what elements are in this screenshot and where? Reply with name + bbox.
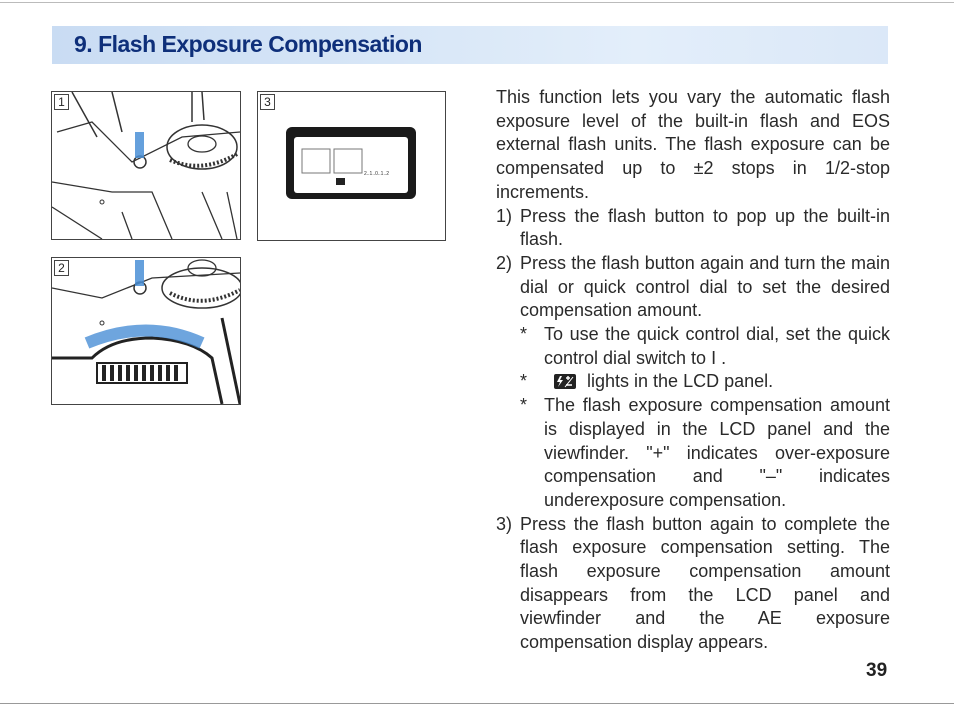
step-3 bbox=[496, 513, 890, 655]
camera-top-illustration bbox=[52, 92, 240, 239]
instructions-text bbox=[496, 86, 890, 655]
step-3-number: 3) bbox=[496, 513, 513, 534]
camera-back-dial-illustration bbox=[52, 258, 240, 404]
note-1-text: To use the quick control dial, set the quick control dial switch to I . bbox=[544, 324, 890, 368]
figure-3 bbox=[257, 91, 446, 241]
intro-paragraph: This function lets you vary the automatic flash exposure level of the built-in flash and EOS external flash units. The flash exposure can be compensated up to ±2 stops in 1/2-stop increments. bbox=[496, 87, 890, 202]
figure-2 bbox=[51, 257, 241, 405]
lcd-panel-illustration bbox=[258, 92, 445, 240]
note-quick-control-dial bbox=[496, 323, 890, 370]
figure-2-number: 2 bbox=[54, 260, 69, 276]
section-title-bar bbox=[52, 26, 888, 64]
page-number: 39 bbox=[866, 660, 888, 681]
figure-1 bbox=[51, 91, 241, 240]
step-2-text: Press the flash button again and turn the main dial or quick control dial to set the desired compensation amount. bbox=[520, 252, 890, 321]
figure-3-number: 3 bbox=[260, 94, 275, 110]
note-display bbox=[496, 394, 890, 513]
note-flash-icon bbox=[496, 370, 890, 394]
step-1-text: Press the flash button to pop up the built-in flash. bbox=[520, 205, 890, 250]
figure-1-number: 1 bbox=[54, 94, 69, 110]
flash-compensation-icon bbox=[554, 374, 576, 389]
lcd-compensation-scale: 2..1..0..1..2 bbox=[364, 171, 390, 177]
step-2-number: 2) bbox=[496, 252, 513, 273]
bottom-rule bbox=[0, 703, 954, 704]
note-3-text: The flash exposure compensation amount is displayed in the LCD panel and the viewfinder. "+" indicates over-exposure compensation and "–" indicates underexposure compensation. bbox=[544, 395, 890, 510]
step-1-number: 1) bbox=[496, 205, 513, 226]
note-2-bullet: * bbox=[520, 371, 528, 392]
top-rule bbox=[0, 2, 954, 3]
section-title: 9. Flash Exposure Compensation bbox=[74, 31, 422, 57]
note-2-text: lights in the LCD panel. bbox=[587, 371, 774, 392]
step-1 bbox=[496, 205, 890, 252]
note-1-bullet: * bbox=[520, 324, 528, 345]
note-3-bullet: * bbox=[520, 395, 528, 416]
step-3-text: Press the flash button again to complete the flash exposure compensation setting. The flash exposure compensation amount disappears from the LCD panel and viewfinder and the AE exposure compensation display appears. bbox=[520, 513, 890, 653]
step-2 bbox=[496, 252, 890, 323]
